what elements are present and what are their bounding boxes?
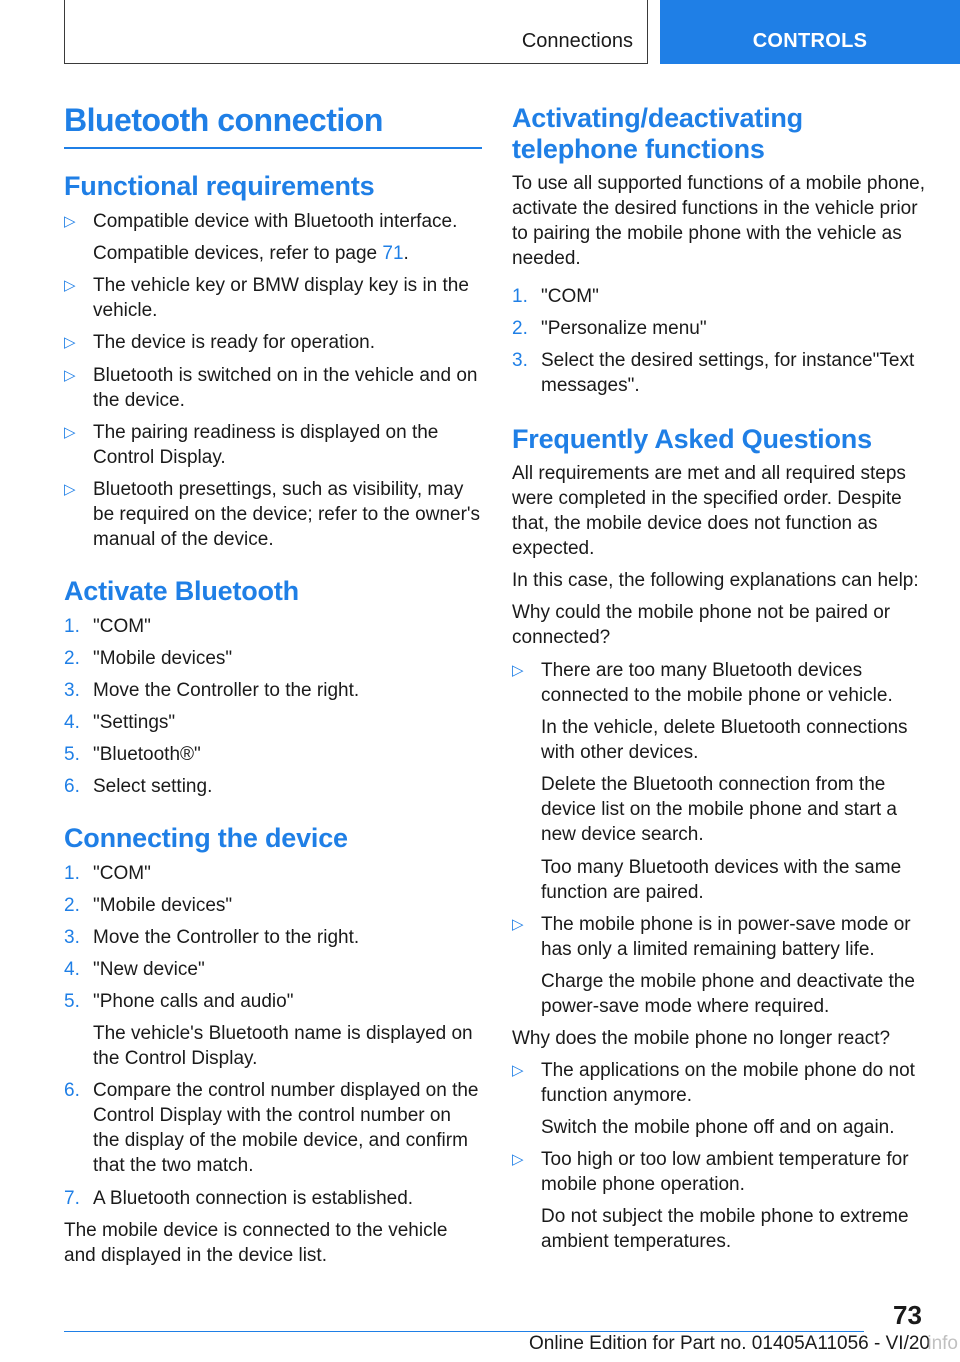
heading-activating-telephone: Activating/deactivating telephone functions <box>512 103 803 164</box>
list-item: ▷ The applications on the mobile phone do not function anymore. <box>512 1060 915 1106</box>
page-link[interactable]: 71 <box>382 243 404 264</box>
list-item: 5. "Bluetooth®" <box>64 744 201 765</box>
list-item-sub: Charge the mobile phone and deactivate the power-save mode where required. <box>541 971 915 1017</box>
list-item: ▷ Bluetooth is switched on in the vehicle and on the device. <box>64 365 478 411</box>
list-item: 7. A Bluetooth connection is established. <box>64 1188 414 1209</box>
list-item: ▷ Bluetooth presettings, such as visibility, may be required on the device; refer to the owner's manual of the device. <box>64 479 481 550</box>
header-section-box <box>64 0 648 64</box>
list-item: ▷ The device is ready for operation. <box>64 332 375 353</box>
faq-question-1: Why could the mobile phone not be paired or connected? <box>512 602 891 648</box>
page-number: 73 <box>893 1300 922 1330</box>
heading-connecting-device: Connecting the device <box>64 823 348 853</box>
bullet-triangle-icon: ▷ <box>64 481 76 498</box>
heading-activate-bluetooth: Activate Bluetooth <box>64 576 299 606</box>
list-item: 4. "New device" <box>64 959 205 980</box>
list-item-sub: Compatible devices, refer to page 71. <box>93 243 409 264</box>
bullet-triangle-icon: ▷ <box>512 662 524 679</box>
bullet-triangle-icon: ▷ <box>64 334 76 351</box>
list-item: ▷ Too high or too low ambient temperature for mobile phone operation. <box>512 1149 909 1195</box>
footer-watermark: info <box>927 1333 958 1354</box>
connect-closing-text: The mobile device is connected to the vehicle and displayed in the device list. <box>64 1220 448 1266</box>
list-item: 2. "Mobile devices" <box>64 895 233 916</box>
list-item-sub: Too many Bluetooth devices with the same function are paired. <box>541 857 902 903</box>
heading-faq: Frequently Asked Questions <box>512 424 872 454</box>
bullet-triangle-icon: ▷ <box>64 213 76 230</box>
list-item: 6. Select setting. <box>64 776 213 797</box>
list-item: 3. Select the desired settings, for instance"Text messages". <box>512 350 915 396</box>
faq-intro-text-2: In this case, the following explanations can help: <box>512 570 919 591</box>
list-item: 2. "Mobile devices" <box>64 648 233 669</box>
bullet-triangle-icon: ▷ <box>512 1062 524 1079</box>
bullet-triangle-icon: ▷ <box>512 916 524 933</box>
list-item: 4. "Settings" <box>64 712 176 733</box>
list-item: ▷ The pairing readiness is displayed on the Control Display. <box>64 422 439 468</box>
list-item: 1. "COM" <box>64 616 151 637</box>
list-item: 3. Move the Controller to the right. <box>64 680 360 701</box>
bullet-triangle-icon: ▷ <box>64 424 76 441</box>
list-item: ▷ Compatible device with Bluetooth interface. <box>64 211 458 232</box>
bullet-triangle-icon: ▷ <box>512 1151 524 1168</box>
list-item: 3. Move the Controller to the right. <box>64 927 360 948</box>
list-item: ▷ The vehicle key or BMW display key is in the vehicle. <box>64 275 469 321</box>
list-item: ▷ There are too many Bluetooth devices connected to the mobile phone or vehicle. <box>512 660 893 706</box>
list-item-sub: Switch the mobile phone off and on again. <box>541 1117 895 1138</box>
activating-intro-text: To use all supported functions of a mobile phone, activate the desired functions in the vehicle prior to pairing the mobile phone with the vehicle as needed. <box>512 173 925 269</box>
title-divider <box>64 147 482 149</box>
list-item-sub: In the vehicle, delete Bluetooth connections with other devices. <box>541 717 908 763</box>
header-chapter-box <box>660 0 960 64</box>
bullet-triangle-icon: ▷ <box>64 277 76 294</box>
list-item: 6. Compare the control number displayed on the Control Display with the control number on the display of the mobile device, and confirm that the two match. <box>64 1080 479 1176</box>
footer-edition: Online Edition for Part no. 01405A11056 - VI/20 <box>528 1333 930 1354</box>
list-item-sub: Delete the Bluetooth connection from the device list on the mobile phone and start a new device search. <box>541 774 897 845</box>
heading-functional-requirements: Functional requirements <box>64 171 375 201</box>
faq-intro-text: All requirements are met and all required steps were completed in the specified order. Despite that, the mobile device does not function as expected. <box>512 463 906 559</box>
faq-question-2: Why does the mobile phone no longer react? <box>512 1028 891 1049</box>
list-item-sub: Do not subject the mobile phone to extreme ambient temperatures. <box>541 1206 909 1252</box>
list-item: 2. "Personalize menu" <box>512 318 707 339</box>
bullet-triangle-icon: ▷ <box>64 367 76 384</box>
header-section-label: Connections <box>521 30 633 52</box>
list-item: 1. "COM" <box>64 863 151 884</box>
list-item: 5. "Phone calls and audio" <box>64 991 294 1012</box>
list-item-sub: The vehicle's Bluetooth name is displayed on the Control Display. <box>93 1023 473 1069</box>
page-title: Bluetooth connection <box>64 102 383 138</box>
footer-divider <box>64 1331 864 1332</box>
list-item: ▷ The mobile phone is in power-save mode or has only a limited remaining battery life. <box>512 914 911 960</box>
header-chapter-label: CONTROLS <box>752 30 868 52</box>
list-item: 1. "COM" <box>512 286 599 307</box>
